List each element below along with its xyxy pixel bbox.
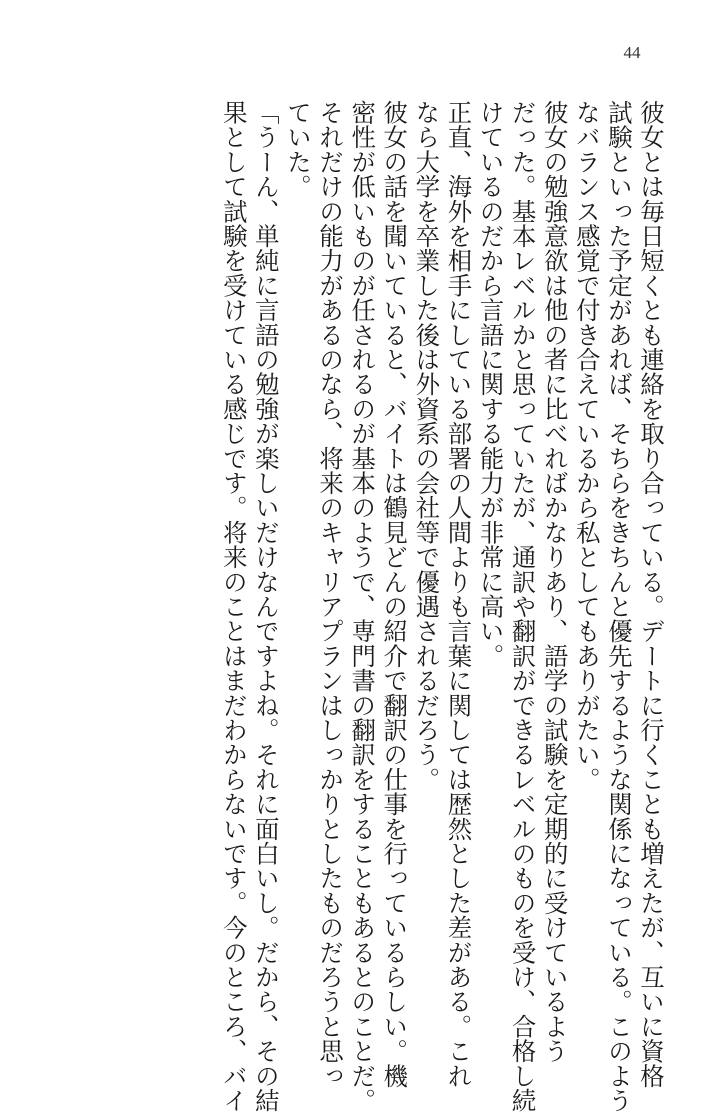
text-line: 試験といった予定があれば、そちらをきちんと優先するような関係になっている。このよう xyxy=(603,100,633,1113)
vertical-body-text xyxy=(217,100,666,1113)
text-line: けているのだから言語に関する能力が非常に高い。 xyxy=(475,100,505,669)
text-line: 彼女の話を聞いていると、バイトは鶴見どんの紹介で翻訳の仕事を行っているらしい。機 xyxy=(379,100,409,1088)
text-line: 「うーん、単純に言語の勉強が楽しいだけなんですよね。それに面白いし。だから、その結 xyxy=(250,100,280,1113)
text-line: なら大学を卒業した後は外資系の会社等で優遇されるだろう。 xyxy=(411,100,441,792)
text-line: ていた。 xyxy=(282,100,312,199)
text-line: 密性が低いものが任されるのが基本のようで、専門書の翻訳をすることもあるとのことだ。 xyxy=(347,100,377,1113)
text-line: 彼女の勉強意欲は他の者に比べればかなりあり、語学の試験を定期的に受けているよう xyxy=(539,100,569,1064)
text-line: 彼女とは毎日短くとも連絡を取り合っている。デートに行くことも増えたが、互いに資格 xyxy=(636,100,665,1088)
text-line: それだけの能力があるのなら、将来のキャリアプランはしっかりとしたものだろうと思っ xyxy=(315,100,345,1088)
text-line: 正直、海外を相手にしている部署の人間よりも言葉に関しては歴然とした差がある。これ xyxy=(443,100,473,1088)
page-number: 44 xyxy=(623,43,641,62)
text-line: だった。基本レベルかと思っていたが、通訳や翻訳ができるレベルのものを受け、合格し続 xyxy=(507,100,537,1113)
text-line: 果として試験を受けている感じです。将来のことはまだわからないです。今のところ、バイ xyxy=(218,100,248,1113)
text-line: なバランス感覚で付き合えているから私としてもありがたい。 xyxy=(571,100,601,792)
